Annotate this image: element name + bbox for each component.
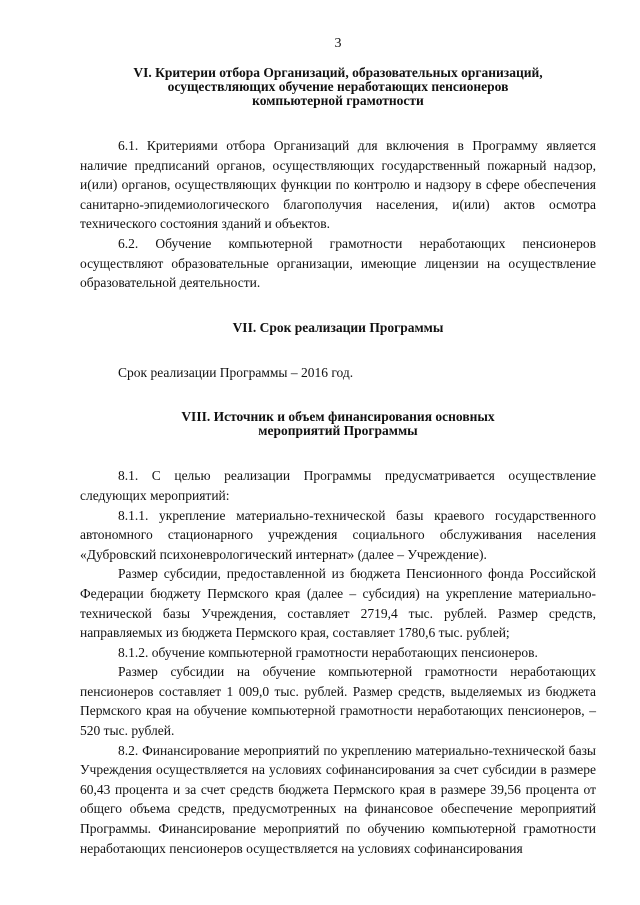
section-8-heading-line-2: мероприятий Программы [258, 423, 418, 439]
section-7-heading: VII. Срок реализации Программы [232, 319, 444, 335]
paragraph-8-1: 8.1. С целью реализации Программы предусматривается осуществление следующих мероприятий: [80, 468, 596, 503]
section-8-heading-line-1: VIII. Источник и объем финансирования основных [181, 409, 495, 425]
section-6 [80, 66, 596, 293]
paragraph-8-2: 8.2. Финансирование мероприятий по укреплению материально-технической базы Учреждения осуществляется на условиях софинансирования за счет субсидии в размере 60,43 процента и за счет средств бюджета Пермского края в размере 39,56 процента от общего объема средств, предусмотренных на финансовое обеспечение мероприятий Программы. Финансирование мероприятий по обучению компьютерной грамотности неработающих пенсионеров осуществляется на условиях софинансирования [80, 742, 596, 856]
section-7 [80, 321, 596, 383]
section-8 [80, 410, 596, 858]
paragraph-8-1-2: 8.1.2. обучение компьютерной грамотности неработающих пенсионеров. [118, 644, 538, 660]
section-6-heading-line-3: компьютерной грамотности [252, 93, 424, 108]
paragraph-8-1-1: 8.1.1. укрепление материально-технической базы краевого государственного автономного стационарного учреждения социального обслуживания населения «Дубровский психоневрологический интернат» (далее – Учреждение). [80, 507, 596, 562]
section-6-heading-line-1: VI. Критерии отбора Организаций, образовательных организаций, [133, 65, 543, 80]
section-6-heading-line-2: осуществляющих обучение неработающих пенсионеров [167, 79, 509, 94]
paragraph-6-2: 6.2. Обучение компьютерной грамотности неработающих пенсионеров осуществляют образовательные организации, имеющие лицензии на осуществление образовательной деятельности. [80, 235, 596, 291]
paragraph-subsidy-2: Размер субсидии на обучение компьютерной грамотности неработающих пенсионеров составляет 1 009,0 тыс. рублей. Размер средств, выделяемых из бюджета Пермского края на обучение компьютерной грамотности неработающих пенсионеров, – 520 тыс. рублей. [80, 664, 596, 739]
paragraph-6-1: 6.1. Критериями отбора Организаций для включения в Программу является наличие предписаний органов, осуществляющих государственный пожарный надзор, и(или) органов, осуществляющих функции по контролю и надзору в сфере обеспечения санитарно-эпидемиологического благополучия населения, и(или) актов осмотра технического состояния зданий и объектов. [80, 138, 596, 232]
paragraph-7-1: Срок реализации Программы – 2016 год. [118, 364, 354, 380]
paragraph-subsidy-1: Размер субсидии, предоставленной из бюджета Пенсионного фонда Российской Федерации бюджету Пермского края (далее – субсидия) на укрепление материально-технической базы Учреждения, составляет 2719,4 тыс. рублей. Размер средств, направляемых из бюджета Пермского края, составляет 1780,6 тыс. рублей; [80, 566, 596, 641]
page-number: 3 [334, 36, 342, 51]
